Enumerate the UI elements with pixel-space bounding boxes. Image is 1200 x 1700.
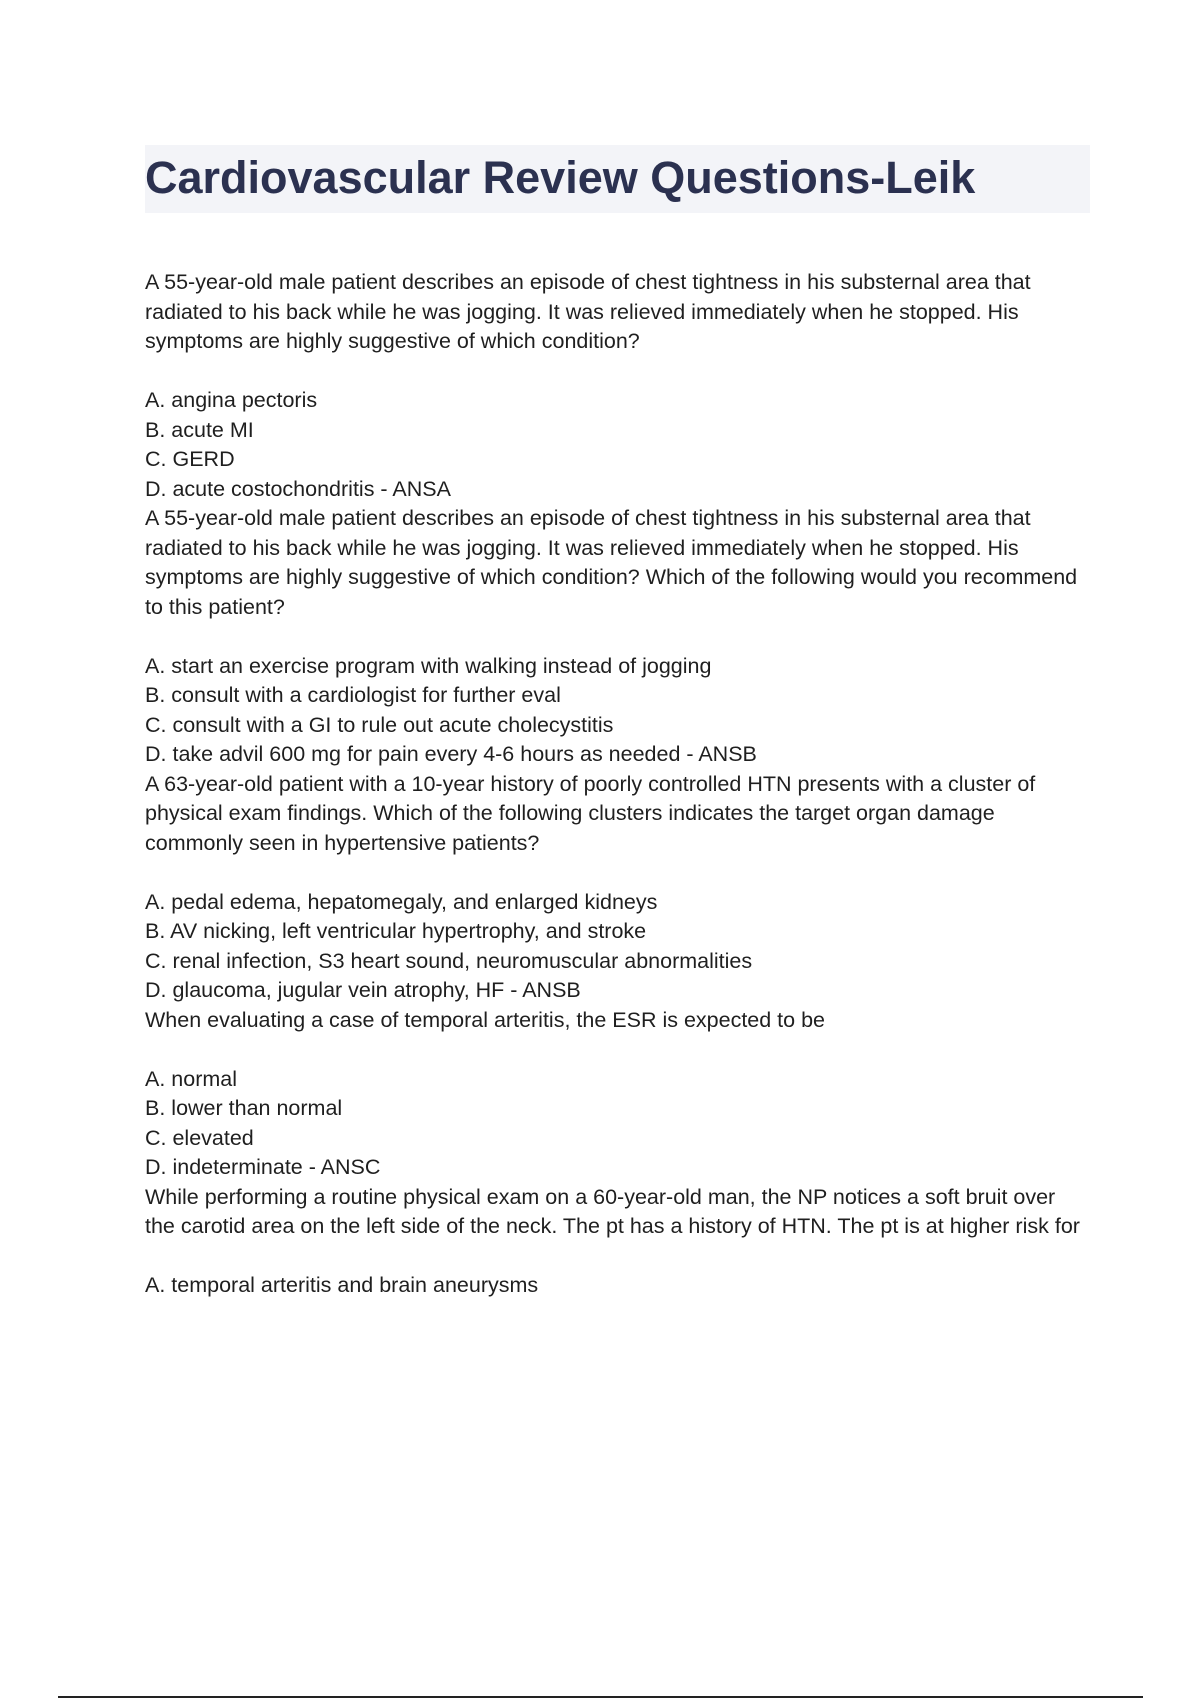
question-3-options	[145, 888, 1090, 1006]
option: D. indeterminate - ANSC	[145, 1155, 381, 1179]
question-stem: A 55-year-old male patient describes an episode of chest tightness in his substernal area that radiated to his back while he was jogging. It was relieved immediately when he stopped. His symptoms are highly suggestive of which condition?	[145, 270, 1031, 353]
question-2	[145, 504, 1090, 622]
option: D. acute costochondritis - ANSA	[145, 476, 451, 501]
question-2-options	[145, 652, 1090, 770]
footer-rule	[58, 1696, 1143, 1698]
option: A. normal	[145, 1066, 238, 1091]
option: B. AV nicking, left ventricular hypertrophy, and stroke	[145, 919, 647, 943]
option: A. temporal arteritis and brain aneurysms	[145, 1273, 539, 1297]
option: C. GERD	[145, 447, 235, 471]
question-4	[145, 1006, 1090, 1036]
question-4-options	[145, 1065, 1090, 1183]
option: A. start an exercise program with walking instead of jogging	[145, 653, 712, 678]
question-5-options	[145, 1271, 1090, 1301]
option: A. angina pectoris	[145, 388, 318, 412]
question-1	[145, 268, 1090, 357]
option: C. consult with a GI to rule out acute cholecystitis	[145, 712, 614, 737]
question-stem: A 55-year-old male patient describes an episode of chest tightness in his substernal area that radiated to his back while he was jogging. It was relieved immediately when he stopped. His symptoms are highly suggestive of which condition? Which of the following would you recommend to this patient?	[145, 506, 1078, 619]
question-stem: A 63-year-old patient with a 10-year history of poorly controlled HTN presents with a cluster of physical exam findings. Which of the following clusters indicates the target organ damage commonly seen in hypertensive patients?	[145, 771, 1036, 855]
option: B. acute MI	[145, 417, 254, 442]
page-title: Cardiovascular Review Questions-Leik	[145, 152, 976, 203]
question-stem: While performing a routine physical exam on a 60-year-old man, the NP notices a soft bruit over the carotid area on the left side of the neck. The pt has a history of HTN. The pt is at higher risk for	[145, 1184, 1080, 1238]
question-stem: When evaluating a case of temporal arteritis, the ESR is expected to be	[145, 1007, 826, 1032]
question-3	[145, 770, 1090, 859]
questions-list	[145, 268, 1090, 1301]
option: B. lower than normal	[145, 1096, 343, 1120]
option: D. glaucoma, jugular vein atrophy, HF - ANSB	[145, 978, 581, 1002]
option: D. take advil 600 mg for pain every 4-6 hours as needed - ANSB	[145, 742, 757, 766]
option: B. consult with a cardiologist for further eval	[145, 683, 561, 707]
option: A. pedal edema, hepatomegaly, and enlarged kidneys	[145, 889, 658, 914]
question-5	[145, 1183, 1090, 1242]
option: C. renal infection, S3 heart sound, neuromuscular abnormalities	[145, 948, 753, 973]
option: C. elevated	[145, 1125, 254, 1150]
question-1-options	[145, 386, 1090, 504]
